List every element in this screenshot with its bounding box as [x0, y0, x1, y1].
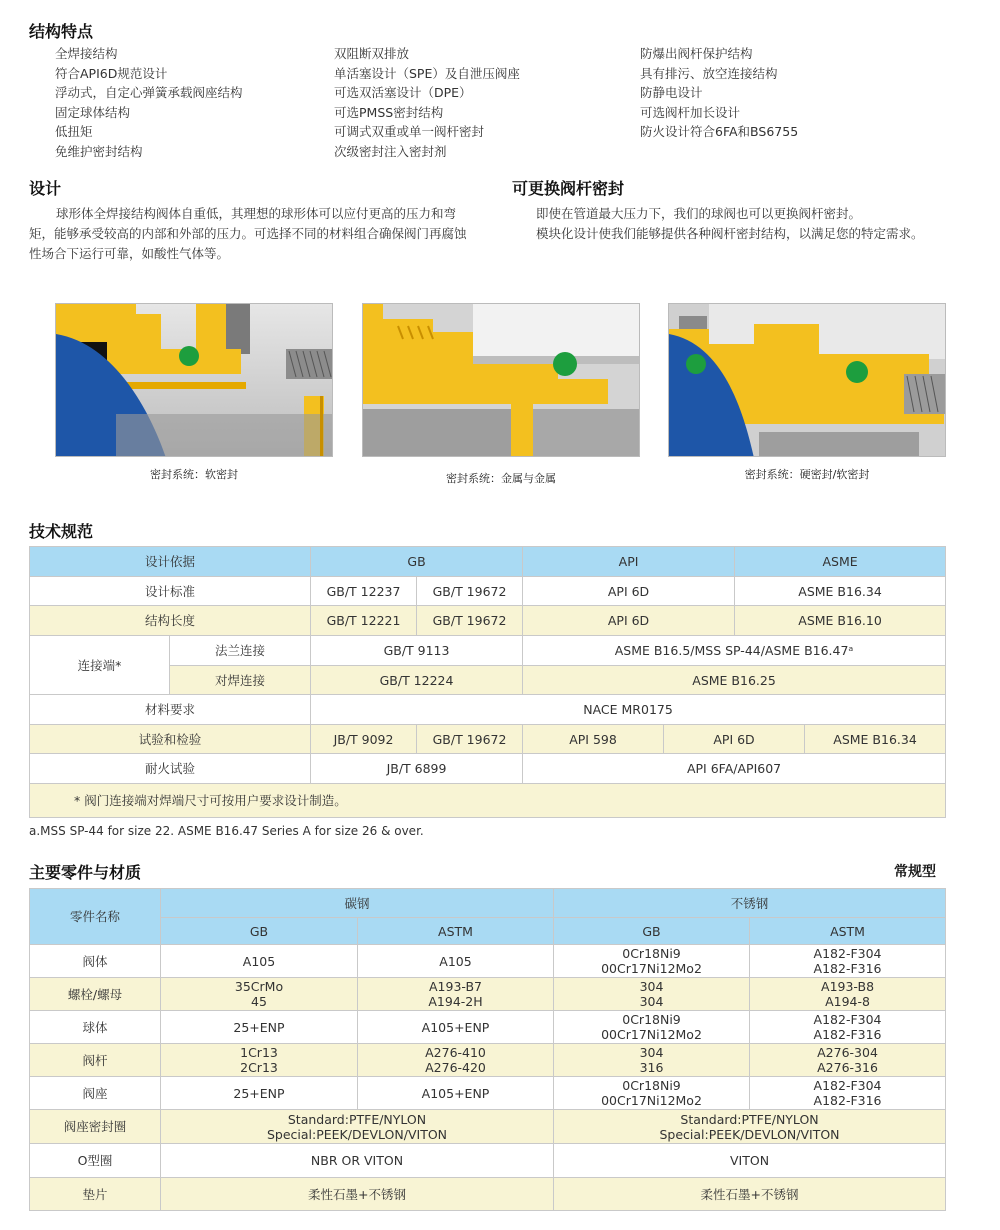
- cell: 柔性石墨+不锈钢: [554, 1178, 946, 1211]
- cell-line: A276-316: [817, 1060, 878, 1075]
- parts-header-gb: GB: [554, 918, 750, 945]
- figure-caption: 密封系统：金属与金属: [446, 472, 556, 485]
- cell-line: A194-8: [825, 994, 870, 1009]
- cell: API 6D: [664, 725, 805, 754]
- cell: 25+ENP: [161, 1077, 358, 1110]
- parts-table: [29, 888, 946, 1211]
- cell: GB/T 12221: [311, 606, 417, 636]
- cell-line: A194-2H: [428, 994, 483, 1009]
- cell: ASME B16.34: [805, 725, 946, 754]
- row-group-label: 连接端*: [30, 636, 170, 695]
- cell: GB/T 19672: [417, 577, 523, 606]
- feature-item: 双阻断双排放: [334, 46, 410, 61]
- cell: API 6FA/API607: [523, 754, 946, 784]
- feature-item: 单活塞设计（SPE）及自泄压阀座: [334, 65, 520, 81]
- cell-line: A276-304: [817, 1045, 878, 1060]
- part-name: 螺栓/螺母: [30, 978, 161, 1011]
- feature-item: 浮动式，自定心弹簧承载阀座结构: [55, 85, 243, 100]
- cell-line: Standard:PTFE/NYLON: [680, 1111, 819, 1127]
- cell-line: A276-420: [425, 1060, 486, 1075]
- feature-item: 次级密封注入密封剂: [334, 143, 447, 159]
- feature-item: 可选PMSS密封结构: [334, 104, 444, 120]
- cell: GB/T 9113: [311, 636, 523, 666]
- part-name: 阀座密封圈: [30, 1110, 161, 1144]
- cell-line: A182-F304: [813, 946, 882, 961]
- table-row: [30, 1011, 946, 1044]
- feature-item: 全焊接结构: [55, 46, 118, 61]
- feature-item: 防爆出阀杆保护结构: [640, 46, 753, 61]
- cell: API 6D: [523, 577, 735, 606]
- cell: [750, 978, 946, 1011]
- parts-header-astm: ASTM: [358, 918, 554, 945]
- spec-note: * 阀门连接端对焊端尺寸可按用户要求设计制造。: [30, 784, 946, 818]
- seal-diagram-metal: [362, 303, 640, 457]
- cell: [750, 1011, 946, 1044]
- part-name: O型圈: [30, 1144, 161, 1178]
- parts-header-row: [30, 889, 946, 918]
- cell: [750, 1044, 946, 1077]
- row-label: 设计标准: [30, 577, 311, 606]
- spec-title: 技术规范: [29, 522, 94, 541]
- cell: [358, 1044, 554, 1077]
- spec-header-api: API: [523, 547, 735, 577]
- cell: GB/T 19672: [417, 606, 523, 636]
- cell-line: A182-F304: [813, 1078, 882, 1093]
- cell: [554, 978, 750, 1011]
- parts-header-astm: ASTM: [750, 918, 946, 945]
- cell-line: 304: [639, 1045, 664, 1060]
- seal-diagram-hard-soft: [668, 303, 946, 457]
- cell: A105+ENP: [358, 1077, 554, 1110]
- cell: [554, 1044, 750, 1077]
- cell-line: 35CrMo: [234, 979, 284, 994]
- feature-item: 符合API6D规范设计: [55, 65, 168, 81]
- table-row: [30, 725, 946, 754]
- feature-item: 免维护密封结构: [55, 143, 143, 159]
- feature-item: 防火设计符合6FA和BS6755: [640, 124, 799, 139]
- cell: ASME B16.34: [735, 577, 946, 606]
- table-row: [30, 577, 946, 606]
- part-name: 球体: [30, 1011, 161, 1044]
- cell: [554, 1110, 946, 1144]
- figure-caption: 密封系统：硬密封/软密封: [744, 468, 870, 481]
- spec-footnote: a.MSS SP-44 for size 22. ASME B16.47 Series A for size 26 & over.: [29, 824, 424, 838]
- parts-header-stainless-steel: 不锈钢: [554, 889, 946, 918]
- cell: 25+ENP: [161, 1011, 358, 1044]
- cell-line: 00Cr17Ni12Mo2: [601, 1027, 702, 1042]
- cell-line: A276-410: [425, 1045, 486, 1060]
- cell-line: A182-F304: [813, 1012, 882, 1027]
- table-row: [30, 978, 946, 1011]
- design-text: 球形体全焊接结构阀体自重低，其理想的球形体可以应付更高的压力和弯矩，能够承受较高的内部和外部的压力。可选择不同的材料组合确保阀门再腐蚀性场合下运行可靠，如酸性气体等。: [29, 206, 467, 261]
- stem-seal-line: 即使在管道最大压力下，我们的球阀也可以更换阀杆密封。: [536, 206, 862, 221]
- cell-line: 2Cr13: [240, 1060, 278, 1075]
- design-title: 设计: [29, 179, 62, 198]
- spec-note-row: [30, 784, 946, 818]
- table-row: [30, 1110, 946, 1144]
- cell-line: Standard:PTFE/NYLON: [287, 1111, 427, 1127]
- cell: VITON: [554, 1144, 946, 1178]
- cell-line: Special:PEEK/DEVLON/VITON: [659, 1126, 840, 1142]
- features-col-1: [55, 44, 243, 161]
- cell: [161, 1110, 554, 1144]
- cell: JB/T 6899: [311, 754, 523, 784]
- stem-seal-text: [536, 204, 976, 244]
- table-row: [30, 1144, 946, 1178]
- feature-item: 低扭矩: [55, 124, 93, 139]
- cell-line: 0Cr18Ni9: [622, 946, 681, 961]
- stem-seal-line: 模块化设计使我们能够提供各种阀杆密封结构，以满足您的特定需求。: [536, 226, 924, 241]
- features-col-3: [640, 44, 798, 142]
- table-row: [30, 606, 946, 636]
- seal-diagram-soft: [55, 303, 333, 457]
- parts-title: 主要零件与材质: [29, 863, 142, 882]
- feature-item: 固定球体结构: [55, 104, 131, 120]
- part-name: 阀体: [30, 945, 161, 978]
- cell: ASME B16.10: [735, 606, 946, 636]
- table-row: [30, 945, 946, 978]
- cell: NBR OR VITON: [161, 1144, 554, 1178]
- cell-line: A182-F316: [813, 961, 882, 976]
- row-label: 对焊连接: [170, 666, 311, 695]
- table-row: [30, 1178, 946, 1211]
- cell: [161, 1044, 358, 1077]
- cell: [554, 1011, 750, 1044]
- stem-seal-title: 可更换阀杆密封: [512, 179, 625, 198]
- feature-item: 可选阀杆加长设计: [640, 104, 741, 120]
- parts-header-name: 零件名称: [30, 889, 161, 945]
- part-name: 垫片: [30, 1178, 161, 1211]
- row-label: 法兰连接: [170, 636, 311, 666]
- cell: ASME B16.25: [523, 666, 946, 695]
- cell-line: 304: [639, 994, 664, 1009]
- features-title: 结构特点: [29, 22, 94, 41]
- cell-line: A182-F316: [813, 1093, 882, 1108]
- table-row: [30, 1077, 946, 1110]
- features-col-2: [334, 44, 520, 161]
- parts-subheader-row: [30, 918, 946, 945]
- spec-header-asme: ASME: [735, 547, 946, 577]
- cell: A105: [358, 945, 554, 978]
- spec-header-row: [30, 547, 946, 577]
- cell: GB/T 12237: [311, 577, 417, 606]
- cell: JB/T 9092: [311, 725, 417, 754]
- cell: [750, 1077, 946, 1110]
- table-row: [30, 695, 946, 725]
- cell: GB/T 12224: [311, 666, 523, 695]
- parts-tag: 常规型: [894, 864, 936, 880]
- part-name: 阀座: [30, 1077, 161, 1110]
- cell: A105: [161, 945, 358, 978]
- parts-header-gb: GB: [161, 918, 358, 945]
- spec-header-gb: GB: [311, 547, 523, 577]
- cell: [554, 945, 750, 978]
- cell: [358, 978, 554, 1011]
- spec-header-basis: 设计依据: [30, 547, 311, 577]
- cell: GB/T 19672: [417, 725, 523, 754]
- cell-line: 1Cr13: [240, 1045, 278, 1060]
- cell-line: 304: [639, 979, 664, 994]
- row-label: 耐火试验: [30, 754, 311, 784]
- cell: [750, 945, 946, 978]
- cell: ASME B16.5/MSS SP-44/ASME B16.47ᵃ: [523, 636, 946, 666]
- cell-line: 0Cr18Ni9: [622, 1012, 681, 1027]
- cell: [554, 1077, 750, 1110]
- feature-item: 可选双活塞设计（DPE）: [334, 85, 472, 100]
- cell-line: A193-B8: [821, 979, 875, 994]
- cell-line: A193-B7: [429, 979, 483, 994]
- feature-item: 防静电设计: [640, 85, 703, 100]
- cell: 柔性石墨+不锈钢: [161, 1178, 554, 1211]
- cell-line: Special:PEEK/DEVLON/VITON: [266, 1126, 448, 1142]
- cell-line: 316: [639, 1060, 664, 1075]
- table-row: [30, 636, 946, 666]
- cell: NACE MR0175: [311, 695, 946, 725]
- table-row: [30, 1044, 946, 1077]
- cell: API 6D: [523, 606, 735, 636]
- feature-item: 可调式双重或单一阀杆密封: [334, 124, 485, 139]
- cell: [161, 978, 358, 1011]
- cell-line: 00Cr17Ni12Mo2: [601, 961, 702, 976]
- cell-line: 45: [251, 994, 267, 1009]
- part-name: 阀杆: [30, 1044, 161, 1077]
- figure-caption: 密封系统：软密封: [150, 468, 238, 481]
- cell-line: 0Cr18Ni9: [622, 1078, 681, 1093]
- table-row: [30, 754, 946, 784]
- feature-item: 具有排污、放空连接结构: [640, 65, 778, 81]
- cell: A105+ENP: [358, 1011, 554, 1044]
- spec-table: [29, 546, 946, 818]
- row-label: 结构长度: [30, 606, 311, 636]
- row-label: 材料要求: [30, 695, 311, 725]
- cell-line: 00Cr17Ni12Mo2: [601, 1093, 702, 1108]
- cell-line: A182-F316: [813, 1027, 882, 1042]
- cell: API 598: [523, 725, 664, 754]
- parts-header-carbon-steel: 碳钢: [161, 889, 554, 918]
- row-label: 试验和检验: [30, 725, 311, 754]
